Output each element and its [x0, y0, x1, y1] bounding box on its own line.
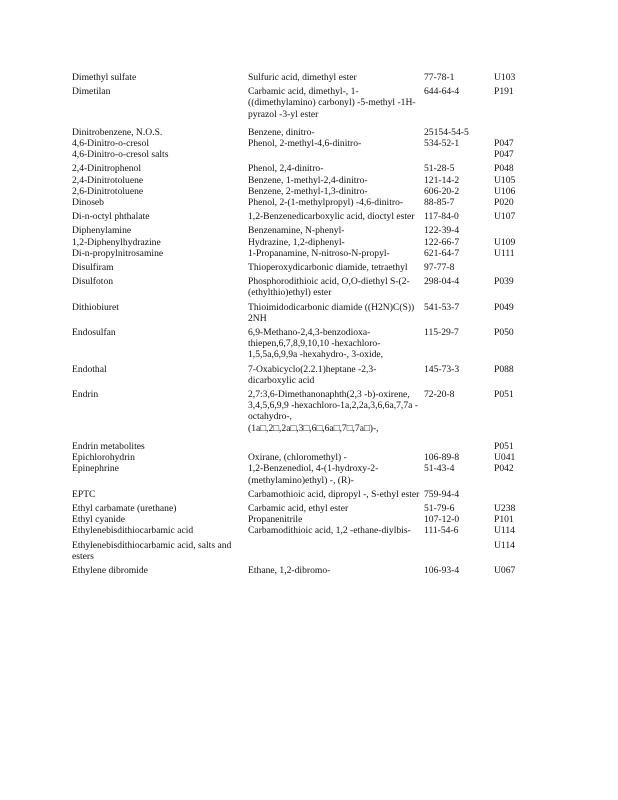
- chemical-synonym: Carbamic acid, dimethyl-, 1-((dimethylamino) carbonyl) -5-methyl -1H-pyrazol -3-yl ester: [248, 86, 416, 120]
- table-row: [72, 175, 532, 186]
- chemical-name: Ethylene dibromide: [72, 564, 148, 576]
- chemical-name: 2,6-Dinitrotoluene: [72, 185, 144, 197]
- chemical-name: Di-n-propylnitrosamine: [72, 247, 164, 259]
- waste-code: U067: [494, 564, 516, 576]
- cas-number: 51-79-6: [424, 502, 455, 514]
- chemical-synonym: Phenol, 2-methyl-4,6-dinitro-: [248, 138, 362, 150]
- chemical-name: Dithiobiuret: [72, 301, 119, 313]
- cas-number: 111-54-6: [424, 525, 459, 537]
- waste-code: P088: [494, 363, 514, 375]
- cas-number: 122-39-4: [424, 225, 460, 237]
- table-row: [72, 276, 532, 298]
- table-row: [72, 225, 532, 236]
- chemical-name: Endrin metabolites: [72, 440, 145, 452]
- chemical-synonym: Thioimidodicarbonic diamide ((H2N)C(S)) 2NH: [248, 301, 415, 324]
- chemical-synonym: Carbamothioic acid, dipropyl -, S-ethyl ester: [248, 488, 420, 500]
- cas-number: 121-14-2: [424, 174, 460, 186]
- cas-number: 106-93-4: [424, 564, 460, 576]
- chemical-name: Ethyl carbamate (urethane): [72, 502, 177, 514]
- chemical-name: Ethyl cyanide: [72, 514, 126, 526]
- cas-number: 759-94-4: [424, 488, 460, 500]
- chemical-synonym: Hydrazine, 1,2-diphenyl-: [248, 236, 345, 248]
- chemical-name: 4,6-Dinitro-o-cresol salts: [72, 149, 169, 161]
- table-row: [72, 262, 532, 273]
- chemical-name: 2,4-Dinitrophenol: [72, 163, 142, 175]
- table-row: [72, 211, 532, 222]
- waste-code: U111: [494, 247, 515, 259]
- cas-number: 51-28-5: [424, 163, 455, 175]
- table-row: [72, 138, 532, 149]
- cas-number: 534-52-1: [424, 138, 460, 150]
- table-row: [72, 72, 532, 83]
- table-row: [72, 525, 532, 536]
- chemical-name: Epichlorohydrin: [72, 452, 135, 464]
- chemical-synonym: 1-Propanamine, N-nitroso-N-propyl-: [248, 247, 390, 259]
- chemical-name: 1,2-Diphenylhydrazine: [72, 236, 161, 248]
- waste-code: P051: [494, 389, 514, 401]
- waste-code: U105: [494, 174, 516, 186]
- chemical-name: Di-n-octyl phthalate: [72, 211, 150, 223]
- table-row: [72, 389, 532, 434]
- waste-code: P050: [494, 327, 514, 339]
- table-row: [72, 514, 532, 525]
- table-row: [72, 248, 532, 259]
- cas-number: 106-89-8: [424, 452, 460, 464]
- chemical-name: 4,6-Dinitro-o-cresol: [72, 138, 149, 150]
- chemical-name: EPTC: [72, 488, 96, 500]
- table-row: [72, 489, 532, 500]
- waste-code: P051: [494, 440, 514, 452]
- chemical-synonym: Thioperoxydicarbonic diamide, tetraethyl: [248, 262, 408, 274]
- chemical-name: Ethylenebisdithiocarbamic acid: [72, 525, 194, 537]
- chemical-synonym: 6,9-Methano-2,4,3-benzodioxa-thiepen,6,7,8,9,10,10 -hexachloro-1,5,5a,6,9,9a -hexahydro-, 3-oxide,: [248, 327, 384, 361]
- cas-number: 107-12-0: [424, 514, 460, 526]
- waste-code: U107: [494, 211, 516, 223]
- chemical-name: Endrin: [72, 389, 99, 401]
- waste-code: U114: [494, 525, 515, 537]
- chemical-name: Epinephrine: [72, 463, 119, 475]
- waste-code: U103: [494, 72, 516, 83]
- chemical-synonym: Benzene, 1-methyl-2,4-dinitro-: [248, 174, 368, 186]
- chemical-synonym: 2,7:3,6-Dimethanonaphth(2,3 -b)-oxirene, 3,4,5,6,9,9 -hexachloro-1a,2,2a,3,6,6a,7,7a -octahydro-, (1a□,2□,2a□,3□,6□,6a□,7□,7a□)-,: [248, 389, 418, 434]
- waste-code: U109: [494, 236, 516, 248]
- cas-number: 51-43-4: [424, 463, 455, 475]
- waste-code: P039: [494, 276, 514, 288]
- table-row: [72, 327, 532, 361]
- table-row: [72, 86, 532, 120]
- chemical-synonym: Phenol, 2,4-dinitro-: [248, 163, 324, 175]
- table-row: [72, 364, 532, 386]
- chemical-name: Dinitrobenzene, N.O.S.: [72, 126, 163, 138]
- chemical-synonym: Benzene, dinitro-: [248, 126, 315, 138]
- table-row: [72, 540, 532, 562]
- chemical-table: [72, 72, 532, 579]
- chemical-synonym: Propanenitrile: [248, 514, 303, 526]
- chemical-name: Diphenylamine: [72, 225, 132, 237]
- chemical-synonym: Ethane, 1,2-dibromo-: [248, 564, 331, 576]
- cas-number: 72-20-8: [424, 389, 455, 401]
- chemical-synonym: Benzene, 2-methyl-1,3-dinitro-: [248, 185, 368, 197]
- waste-code: P047: [494, 138, 514, 150]
- chemical-name: Disulfoton: [72, 276, 114, 288]
- table-row: [72, 441, 532, 452]
- cas-number: 77-78-1: [424, 72, 455, 83]
- table-row: [72, 302, 532, 324]
- table-row: [72, 237, 532, 248]
- table-row: [72, 127, 532, 138]
- waste-code: U041: [494, 452, 516, 464]
- waste-code: P042: [494, 463, 514, 475]
- cas-number: 145-73-3: [424, 363, 460, 375]
- cas-number: 644-64-4: [424, 86, 460, 98]
- cas-number: 541-53-7: [424, 301, 460, 313]
- table-row: [72, 452, 532, 463]
- cas-number: 621-64-7: [424, 247, 460, 259]
- chemical-name: Ethylenebisdithiocarbamic acid, salts and esters: [72, 539, 232, 562]
- chemical-name: Dimetilan: [72, 86, 111, 98]
- chemical-name: Disulfiram: [72, 262, 114, 274]
- chemical-synonym: Carbamic acid, ethyl ester: [248, 502, 349, 514]
- waste-code: P048: [494, 163, 514, 175]
- chemical-synonym: 7-Oxabicyclo(2.2.1)heptane -2,3-dicarboxylic acid: [248, 363, 377, 386]
- chemical-synonym: Carbamodithioic acid, 1,2 -ethane-diylbis-: [248, 525, 411, 537]
- cas-number: 97-77-8: [424, 262, 455, 274]
- table-row: [72, 197, 532, 208]
- chemical-synonym: Sulfuric acid, dimethyl ester: [248, 72, 357, 83]
- waste-code: U114: [494, 539, 515, 551]
- chemical-name: Endothal: [72, 363, 107, 375]
- chemical-synonym: 1,2-Benzenediol, 4-(1-hydroxy-2-(methylamino)ethyl) -, (R)-: [248, 463, 379, 486]
- cas-number: 122-66-7: [424, 236, 460, 248]
- waste-code: P020: [494, 197, 514, 209]
- table-row: [72, 503, 532, 514]
- chemical-synonym: Phosphorodithioic acid, O,O-diethyl S-(2-(ethylthio)ethyl) ester: [248, 276, 410, 299]
- cas-number: 298-04-4: [424, 276, 460, 288]
- cas-number: 25154-54-5: [424, 126, 469, 138]
- table-row: [72, 565, 532, 576]
- table-row: [72, 149, 532, 160]
- chemical-name: Endosulfan: [72, 327, 116, 339]
- chemical-name: Dimethyl sulfate: [72, 72, 137, 83]
- chemical-synonym: Phenol, 2-(1-methylpropyl) -4,6-dinitro-: [248, 197, 404, 209]
- chemical-synonym: 1,2-Benzenedicarboxylic acid, dioctyl ester: [248, 211, 415, 223]
- table-row: [72, 163, 532, 174]
- waste-code: P049: [494, 301, 514, 313]
- waste-code: P047: [494, 149, 514, 161]
- cas-number: 88-85-7: [424, 197, 455, 209]
- waste-code: U106: [494, 185, 516, 197]
- waste-code: P191: [494, 86, 514, 98]
- chemical-synonym: Oxirane, (chloromethyl) -: [248, 452, 347, 464]
- chemical-name: 2,4-Dinitrotoluene: [72, 174, 144, 186]
- chemical-synonym: Benzenamine, N-phenyl-: [248, 225, 345, 237]
- table-row: [72, 463, 532, 485]
- cas-number: 606-20-2: [424, 185, 460, 197]
- cas-number: 115-29-7: [424, 327, 459, 339]
- cas-number: 117-84-0: [424, 211, 459, 223]
- waste-code: P101: [494, 514, 514, 526]
- table-row: [72, 186, 532, 197]
- waste-code: U238: [494, 502, 516, 514]
- chemical-name: Dinoseb: [72, 197, 104, 209]
